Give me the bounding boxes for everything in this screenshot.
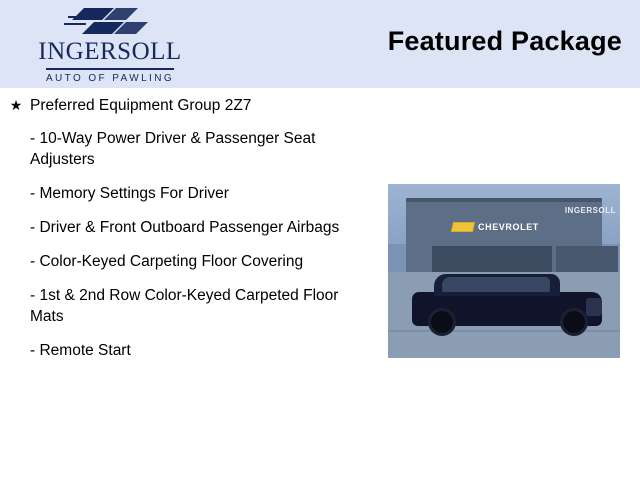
feature-heading: Preferred Equipment Group 2Z7: [30, 97, 252, 114]
ingersoll-wing-logo-icon: [50, 4, 170, 38]
dealer-sign-secondary: INGERSOLL: [564, 206, 616, 215]
feature-list: [8, 96, 388, 374]
list-item: - Driver & Front Outboard Passenger Airbags: [30, 219, 340, 236]
vehicle-rear-wheel: [428, 308, 456, 336]
dealer-brand-logo: [10, 4, 210, 84]
brand-tagline: AUTO OF PAWLING: [46, 68, 174, 84]
list-item: - Color-Keyed Carpeting Floor Covering: [30, 253, 304, 270]
vehicle-front-wheel: [560, 308, 588, 336]
list-item: - Memory Settings For Driver: [30, 185, 229, 202]
brand-name: INGERSOLL: [38, 38, 182, 65]
chevrolet-bowtie-icon: [451, 222, 475, 232]
page-title: Featured Package: [387, 26, 622, 56]
vehicle-photo: [388, 184, 620, 358]
vehicle-grille: [586, 298, 602, 316]
feature-heading-row: [8, 96, 388, 115]
list-item: - 10-Way Power Driver & Passenger Seat Adjusters: [30, 130, 316, 168]
vehicle-windows: [442, 277, 550, 292]
dealer-sign-primary: CHEVROLET: [478, 222, 539, 232]
list-item: - 1st & 2nd Row Color-Keyed Carpeted Floor Mats: [30, 287, 339, 325]
star-icon: ★: [9, 97, 23, 113]
page-header: [0, 0, 640, 88]
vehicle-illustration: [412, 270, 602, 336]
list-item: - Remote Start: [30, 342, 131, 359]
